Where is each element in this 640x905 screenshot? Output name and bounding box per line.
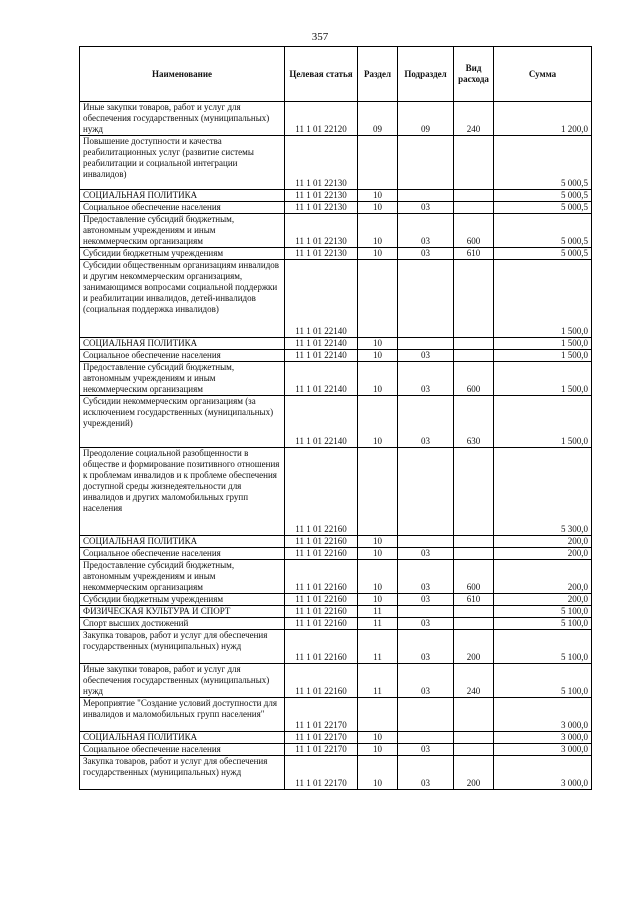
row-target-article: 11 1 01 22120 [285,102,358,136]
row-section: 10 [358,190,398,202]
row-sum: 1 500,0 [494,362,592,396]
row-sum: 5 100,0 [494,606,592,618]
table-row [80,744,592,756]
row-target-article: 11 1 01 22130 [285,202,358,214]
row-subsection: 03 [398,594,454,606]
table-row [80,698,592,732]
row-target-article: 11 1 01 22170 [285,756,358,790]
row-expense-type: 600 [454,560,494,594]
row-expense-type [454,350,494,362]
row-expense-type: 610 [454,594,494,606]
row-name: Социальное обеспечение населения [80,548,285,560]
row-target-article: 11 1 01 22170 [285,744,358,756]
row-sum: 5 100,0 [494,664,592,698]
row-subsection: 03 [398,560,454,594]
table-row [80,260,592,338]
row-name: Преодоление социальной разобщенности в обществе и формирование позитивного отношения к проблемам инвалидов и к проблеме обеспечения доступной среды жизнедеятельности для инвалидов и других маломобильных групп населения [80,448,285,536]
row-name: Мероприятие "Создание условий доступности для инвалидов и маломобильных групп населения" [80,698,285,732]
row-name: Иные закупки товаров, работ и услуг для обеспечения государственных (муниципальных) нужд [80,664,285,698]
row-expense-type [454,606,494,618]
row-sum: 1 500,0 [494,338,592,350]
row-sum: 5 000,5 [494,214,592,248]
row-section: 10 [358,732,398,744]
row-subsection: 03 [398,744,454,756]
row-section: 10 [358,536,398,548]
row-name: Субсидии некоммерческим организациям (за исключением государственных (муниципальных) учреждений) [80,396,285,448]
row-target-article: 11 1 01 22160 [285,594,358,606]
table-row [80,190,592,202]
row-target-article: 11 1 01 22160 [285,560,358,594]
row-expense-type [454,548,494,560]
table-row [80,448,592,536]
row-section: 10 [358,202,398,214]
row-expense-type [454,338,494,350]
row-sum: 1 200,0 [494,102,592,136]
row-subsection: 03 [398,548,454,560]
row-sum: 3 000,0 [494,698,592,732]
row-target-article: 11 1 01 22160 [285,606,358,618]
table-row [80,664,592,698]
row-expense-type: 600 [454,214,494,248]
header-section: Раздел [358,47,398,102]
row-sum: 1 500,0 [494,396,592,448]
row-subsection [398,338,454,350]
row-expense-type [454,202,494,214]
header-sum: Сумма [494,47,592,102]
row-subsection [398,698,454,732]
row-expense-type [454,190,494,202]
row-section: 10 [358,396,398,448]
row-name: Повышение доступности и качества реабилитационных услуг (развитие системы реабилитации и социальной интеграции инвалидов) [80,136,285,190]
row-expense-type [454,448,494,536]
row-sum: 3 000,0 [494,744,592,756]
table-body [80,102,592,790]
row-subsection: 03 [398,756,454,790]
row-section: 10 [358,248,398,260]
table-row [80,214,592,248]
row-section [358,136,398,190]
row-subsection: 03 [398,618,454,630]
budget-table [79,46,592,790]
row-expense-type [454,136,494,190]
table-row [80,756,592,790]
row-expense-type: 600 [454,362,494,396]
row-section: 10 [358,756,398,790]
row-sum: 5 100,0 [494,618,592,630]
row-target-article: 11 1 01 22130 [285,248,358,260]
row-name: СОЦИАЛЬНАЯ ПОЛИТИКА [80,338,285,350]
header-subsection: Подраздел [398,47,454,102]
row-expense-type: 240 [454,664,494,698]
row-section: 10 [358,560,398,594]
row-subsection [398,136,454,190]
table-header-row [80,47,592,102]
row-subsection: 03 [398,396,454,448]
row-sum: 1 500,0 [494,350,592,362]
row-name: Закупка товаров, работ и услуг для обеспечения государственных (муниципальных) нужд [80,630,285,664]
row-target-article: 11 1 01 22140 [285,350,358,362]
row-name: Субсидии общественным организациям инвалидов и другим некоммерческим организациям, занимающимся вопросами социальной поддержки и реабилитации инвалидов, детей-инвалидов (социальная поддержка инвалидов) [80,260,285,338]
row-name: СОЦИАЛЬНАЯ ПОЛИТИКА [80,732,285,744]
row-name: Субсидии бюджетным учреждениям [80,248,285,260]
row-target-article: 11 1 01 22130 [285,190,358,202]
row-name: СОЦИАЛЬНАЯ ПОЛИТИКА [80,190,285,202]
table-row [80,248,592,260]
row-target-article: 11 1 01 22130 [285,214,358,248]
row-section [358,698,398,732]
row-expense-type [454,732,494,744]
row-section [358,448,398,536]
row-target-article: 11 1 01 22140 [285,338,358,350]
row-section: 10 [358,338,398,350]
row-sum: 200,0 [494,560,592,594]
row-target-article: 11 1 01 22140 [285,396,358,448]
row-target-article: 11 1 01 22170 [285,732,358,744]
row-target-article: 11 1 01 22140 [285,362,358,396]
row-name: Социальное обеспечение населения [80,350,285,362]
row-sum: 5 300,0 [494,448,592,536]
row-name: Предоставление субсидий бюджетным, автономным учреждениям и иным некоммерческим организациям [80,560,285,594]
row-target-article: 11 1 01 22140 [285,260,358,338]
row-subsection [398,536,454,548]
row-target-article: 11 1 01 22130 [285,136,358,190]
row-expense-type: 240 [454,102,494,136]
row-section [358,260,398,338]
table-row [80,362,592,396]
row-name: Предоставление субсидий бюджетным, автономным учреждениям и иным некоммерческим организациям [80,362,285,396]
row-sum: 3 000,0 [494,756,592,790]
table-row [80,560,592,594]
row-subsection: 03 [398,248,454,260]
row-name: Социальное обеспечение населения [80,202,285,214]
table-row [80,594,592,606]
row-name: СОЦИАЛЬНАЯ ПОЛИТИКА [80,536,285,548]
row-section: 11 [358,618,398,630]
row-target-article: 11 1 01 22160 [285,536,358,548]
row-sum: 5 000,5 [494,190,592,202]
table-row [80,536,592,548]
row-sum: 5 000,5 [494,202,592,214]
row-subsection: 03 [398,362,454,396]
row-target-article: 11 1 01 22160 [285,448,358,536]
row-target-article: 11 1 01 22160 [285,548,358,560]
row-sum: 200,0 [494,594,592,606]
row-subsection: 03 [398,664,454,698]
table-row [80,396,592,448]
row-subsection: 03 [398,350,454,362]
row-sum: 5 000,5 [494,248,592,260]
row-section: 11 [358,630,398,664]
table-row [80,202,592,214]
row-expense-type [454,260,494,338]
row-subsection: 09 [398,102,454,136]
row-expense-type: 200 [454,756,494,790]
row-expense-type [454,744,494,756]
row-section: 10 [358,548,398,560]
table-row [80,338,592,350]
table-row [80,102,592,136]
row-expense-type [454,698,494,732]
row-subsection [398,260,454,338]
table-row [80,630,592,664]
row-name: ФИЗИЧЕСКАЯ КУЛЬТУРА И СПОРТ [80,606,285,618]
table-row [80,136,592,190]
row-expense-type: 610 [454,248,494,260]
row-subsection: 03 [398,202,454,214]
row-sum: 3 000,0 [494,732,592,744]
row-target-article: 11 1 01 22170 [285,698,358,732]
row-target-article: 11 1 01 22160 [285,630,358,664]
row-subsection [398,190,454,202]
row-section: 10 [358,214,398,248]
row-section: 10 [358,594,398,606]
row-sum: 200,0 [494,548,592,560]
row-subsection [398,606,454,618]
row-subsection: 03 [398,630,454,664]
row-sum: 200,0 [494,536,592,548]
header-name: Наименование [80,47,285,102]
row-section: 09 [358,102,398,136]
row-subsection [398,448,454,536]
header-expense-type: Вид расхода [454,47,494,102]
row-subsection: 03 [398,214,454,248]
row-sum: 5 100,0 [494,630,592,664]
row-section: 11 [358,664,398,698]
row-target-article: 11 1 01 22160 [285,618,358,630]
table-row [80,548,592,560]
table-row [80,350,592,362]
row-expense-type: 630 [454,396,494,448]
row-name: Предоставление субсидий бюджетным, автономным учреждениям и иным некоммерческим организациям [80,214,285,248]
page-number: 357 [311,31,329,43]
row-name: Спорт высших достижений [80,618,285,630]
table-row [80,618,592,630]
row-section: 10 [358,744,398,756]
row-name: Социальное обеспечение населения [80,744,285,756]
row-section: 10 [358,350,398,362]
row-expense-type: 200 [454,630,494,664]
table-row [80,606,592,618]
row-section: 11 [358,606,398,618]
header-target-article: Целевая статья [285,47,358,102]
row-expense-type [454,618,494,630]
row-name: Субсидии бюджетным учреждениям [80,594,285,606]
row-sum: 5 000,5 [494,136,592,190]
row-target-article: 11 1 01 22160 [285,664,358,698]
row-sum: 1 500,0 [494,260,592,338]
row-name: Иные закупки товаров, работ и услуг для обеспечения государственных (муниципальных) нужд [80,102,285,136]
row-subsection [398,732,454,744]
row-name: Закупка товаров, работ и услуг для обеспечения государственных (муниципальных) нужд [80,756,285,790]
row-expense-type [454,536,494,548]
row-section: 10 [358,362,398,396]
table-row [80,732,592,744]
